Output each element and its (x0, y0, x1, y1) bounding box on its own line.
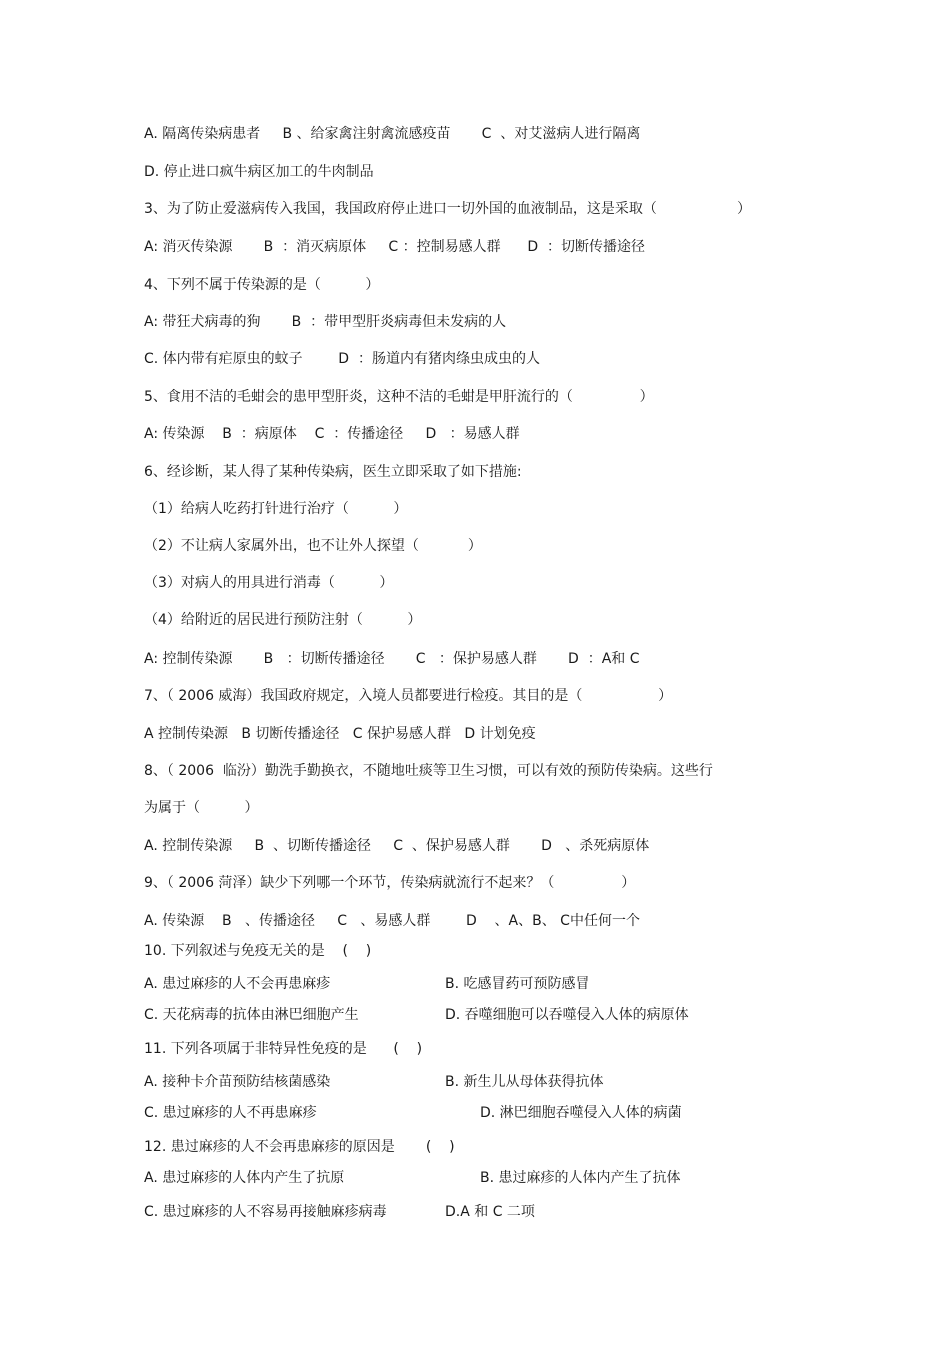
q2-option-d: D. 停止进口疯牛病区加工的牛肉制品 (144, 164, 374, 180)
q10-option-a: A. 患过麻疹的人不会再患麻疹 (144, 976, 331, 992)
q3-options: A: 消灭传染源 B ：消灭病原体 C ：控制易感人群 D ：切断传播途径 (144, 239, 646, 255)
q9-stem: 9、（ 2006 菏泽）缺少下列哪一个环节，传染病就流行不起来？（ ） (144, 875, 636, 891)
q8-options: A. 控制传染源 B 、切断传播途径 C 、保护易感人群 D 、杀死病原体 (144, 838, 650, 854)
q7-options: A 控制传染源 B 切断传播途径 C 保护易感人群 D 计划免疫 (144, 726, 536, 742)
q6-item-1: （1）给病人吃药打针进行治疗（ ） (144, 501, 408, 517)
q6-item-4: （4）给附近的居民进行预防注射（ ） (144, 612, 422, 628)
q4-options-ab: A: 带狂犬病毒的狗 B ：带甲型肝炎病毒但未发病的人 (144, 314, 507, 330)
q10-option-c: C. 天花病毒的抗体由淋巴细胞产生 (144, 1007, 359, 1023)
q12-option-d: D.A 和 C 二项 (445, 1204, 535, 1220)
q8-stem: 8、（ 2006 临汾）勤洗手勤换衣，不随地吐痰等卫生习惯，可以有效的预防传染病。这些行 (144, 763, 713, 779)
q7-stem: 7、（ 2006 威海）我国政府规定，入境人员都要进行检疫。其目的是（ ） (144, 688, 673, 704)
q4-options-cd: C. 体内带有疟原虫的蚊子 D ：肠道内有猪肉绦虫成虫的人 (144, 351, 540, 367)
q5-stem: 5、食用不洁的毛蚶会的患甲型肝炎，这种不洁的毛蚶是甲肝流行的（ ） (144, 389, 654, 405)
q5-options: A: 传染源 B ：病原体 C ：传播途径 D ：易感人群 (144, 426, 520, 442)
q6-options: A: 控制传染源 B ：切断传播途径 C ：保护易感人群 D ：A和 C (144, 651, 640, 667)
q4-stem: 4、下列不属于传染源的是（ ） (144, 277, 380, 293)
q6-item-3: （3）对病人的用具进行消毒（ ） (144, 575, 394, 591)
q11-option-a: A. 接种卡介苗预防结核菌感染 (144, 1074, 331, 1090)
q10-option-b: B. 吃感冒药可预防感冒 (445, 976, 590, 992)
q12-stem: 12. 患过麻疹的人不会再患麻疹的原因是 ( ) (144, 1139, 455, 1155)
q6-stem: 6、经诊断，某人得了某种传染病，医生立即采取了如下措施: (144, 464, 522, 480)
q12-option-c: C. 患过麻疹的人不容易再接触麻疹病毒 (144, 1204, 387, 1220)
q11-option-c: C. 患过麻疹的人不再患麻疹 (144, 1105, 317, 1121)
q10-stem: 10. 下列叙述与免疫无关的是 ( ) (144, 943, 372, 959)
q9-options: A. 传染源 B 、传播途径 C 、易感人群 D 、A、B、 C中任何一个 (144, 913, 640, 929)
q10-option-d: D. 吞噬细胞可以吞噬侵入人体的病原体 (445, 1007, 689, 1023)
q12-option-a: A. 患过麻疹的人体内产生了抗原 (144, 1170, 345, 1186)
q3-stem: 3、为了防止爱滋病传入我国，我国政府停止进口一切外国的血液制品，这是采取（ ） (144, 201, 752, 217)
q11-stem: 11. 下列各项属于非特异性免疫的是 ( ) (144, 1041, 423, 1057)
q2-options-a-c: A. 隔离传染病患者 B 、给家禽注射禽流感疫苗 C 、对艾滋病人进行隔离 (144, 126, 641, 142)
q6-item-2: （2）不让病人家属外出，也不让外人探望（ ） (144, 538, 482, 554)
q11-option-b: B. 新生儿从母体获得抗体 (445, 1074, 604, 1090)
q12-option-b: B. 患过麻疹的人体内产生了抗体 (480, 1170, 681, 1186)
q11-option-d: D. 淋巴细胞吞噬侵入人体的病菌 (480, 1105, 682, 1121)
q8-stem-cont: 为属于（ ） (144, 800, 259, 816)
